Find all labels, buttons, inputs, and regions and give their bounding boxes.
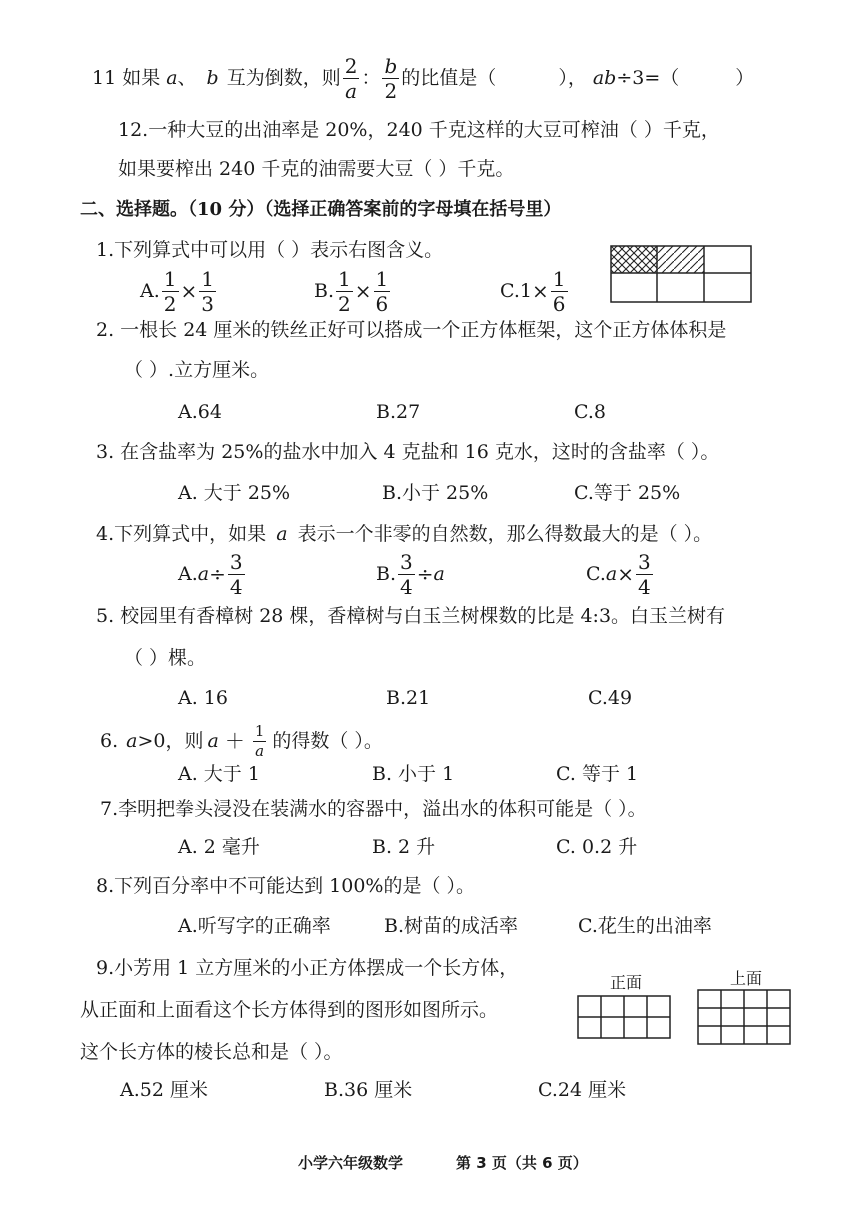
choice-8-option-a[interactable]: A.听写字的正确率 xyxy=(178,915,331,937)
c1-a-d1: 2 xyxy=(163,291,177,316)
q11-fraction-1 xyxy=(343,53,360,103)
q11-frac1-den: a xyxy=(343,78,360,101)
q11-frac2-num: b xyxy=(384,53,398,78)
choice-5-line-1: 5. 校园里有香樟树 28 棵，香樟树与白玉兰树棵数的比是 4:3。白玉兰树有 xyxy=(96,605,726,627)
top-view-grid xyxy=(697,989,791,1045)
choice-9-option-c[interactable]: C.24 厘米 xyxy=(538,1079,627,1101)
c1-b-label: B. xyxy=(314,280,335,302)
section-2-heading: 二、选择题。（10 分）（选择正确答案前的字母填在括号里） xyxy=(80,199,562,220)
c6-frac-d: a xyxy=(253,741,267,759)
grid-cell-hatched xyxy=(657,246,704,273)
c1-c-whole: 1 xyxy=(519,280,532,302)
c4-c-op: × xyxy=(617,562,634,586)
choice-1-stem: 1.下列算式中可以用（ ）表示右图含义。 xyxy=(96,239,444,261)
choice-7-option-c[interactable]: C. 0.2 升 xyxy=(556,836,638,858)
c4-c-label: C. xyxy=(586,563,606,585)
choice-6-option-b[interactable]: B. 小于 1 xyxy=(372,763,455,785)
choice-7-stem: 7.李明把拳头浸没在装满水的容器中，溢出水的体积可能是（ ）。 xyxy=(100,798,647,820)
choice-6-option-a[interactable]: A. 大于 1 xyxy=(178,763,260,785)
top-view-label: 上面 xyxy=(730,969,763,988)
choice-6-option-c[interactable]: C. 等于 1 xyxy=(556,763,639,785)
choice-5-option-c[interactable]: C.49 xyxy=(588,687,633,709)
q11-var-b: b xyxy=(206,67,219,89)
c4-c-var: a xyxy=(605,563,618,585)
question-12-line-2: 如果要榨出 240 千克的油需要大豆（ ）千克。 xyxy=(118,158,515,180)
choice-3-option-b[interactable]: B.小于 25% xyxy=(382,482,489,504)
q11-text-c: 的比值是（ xyxy=(401,67,497,89)
c1-c-n: 1 xyxy=(552,266,566,291)
c6-var: a xyxy=(126,730,138,752)
choice-9-line-1: 9.小芳用 1 立方厘米的小正方体摆成一个长方体， xyxy=(96,957,519,979)
q11-frac1-num: 2 xyxy=(344,53,358,78)
grid-cell-cross-hatched-overlay xyxy=(611,246,657,273)
choice-8-option-c[interactable]: C.花生的出油率 xyxy=(578,915,712,937)
c4-stem-b: 表示一个非零的自然数，那么得数最大的是（ ）。 xyxy=(297,523,713,545)
choice-4-option-a[interactable] xyxy=(178,549,247,599)
c4-a-d: 4 xyxy=(229,574,243,599)
c1-a-label: A. xyxy=(140,280,160,302)
choice-8-option-b[interactable]: B.树苗的成活率 xyxy=(384,915,519,937)
choice-2-option-c[interactable]: C.8 xyxy=(574,401,606,423)
c4-b-label: B. xyxy=(376,563,397,585)
q11-text-e: ÷3=（ xyxy=(616,67,680,89)
choice-9-line-2: 从正面和上面看这个长方体得到的图形如图所示。 xyxy=(80,999,499,1021)
choice-2-option-a[interactable]: A.64 xyxy=(178,401,222,423)
choice-1-option-b[interactable] xyxy=(314,266,392,316)
c1-b-d1: 2 xyxy=(338,291,351,316)
c4-a-op: ÷ xyxy=(209,562,226,586)
choice-1-option-c[interactable] xyxy=(500,266,570,316)
footer-subject: 小学六年级数学 xyxy=(298,1154,404,1172)
q11-text-d: ）， xyxy=(558,67,587,89)
q11-text-a: 如果 xyxy=(122,67,161,89)
q11-number: 11 xyxy=(92,67,117,89)
c4-a-n: 3 xyxy=(229,549,243,574)
c4-stem-a: 4.下列算式中，如果 xyxy=(96,523,267,545)
choice-1-option-a[interactable] xyxy=(140,266,218,316)
c4-b-n: 3 xyxy=(400,549,413,574)
choice-3-option-a[interactable]: A. 大于 25% xyxy=(178,482,291,504)
choice-4-option-c[interactable] xyxy=(586,549,655,599)
c1-a-n2: 1 xyxy=(201,266,214,291)
choice-6-stem xyxy=(100,716,383,766)
choice-5-option-b[interactable]: B.21 xyxy=(386,687,431,709)
c6-tail: 的得数（ ）。 xyxy=(272,730,383,752)
q11-colon: ： xyxy=(361,67,381,89)
question-11 xyxy=(92,53,754,103)
q11-sep: 、 xyxy=(177,67,197,89)
c4-a-label: A. xyxy=(178,563,198,585)
choice-9-option-b[interactable]: B.36 厘米 xyxy=(324,1079,413,1101)
c1-a-n1: 1 xyxy=(163,266,177,291)
c1-b-times: × xyxy=(354,279,372,303)
choice-3-option-c[interactable]: C.等于 25% xyxy=(574,482,681,504)
choice-1-figure-grid xyxy=(610,245,752,303)
question-12-line-1: 12.一种大豆的出油率是 20%，240 千克这样的大豆可榨油（ ）千克， xyxy=(118,119,720,141)
c1-c-label: C. xyxy=(500,280,520,302)
c1-a-times: × xyxy=(180,279,198,303)
choice-4-option-b[interactable] xyxy=(376,549,445,599)
c1-c-d: 6 xyxy=(552,291,566,316)
front-view-label: 正面 xyxy=(610,973,643,992)
choice-9-option-a[interactable]: A.52 厘米 xyxy=(120,1079,208,1101)
q11-fraction-2 xyxy=(382,53,399,103)
choice-3-stem: 3. 在含盐率为 25%的盐水中加入 4 克盐和 16 克水，这时的含盐率（ ）。 xyxy=(96,441,720,463)
c4-c-n: 3 xyxy=(638,549,651,574)
q11-var-a: a xyxy=(166,67,178,89)
choice-7-option-a[interactable]: A. 2 毫升 xyxy=(178,836,260,858)
c4-b-d: 4 xyxy=(400,574,413,599)
choice-7-option-b[interactable]: B. 2 升 xyxy=(372,836,436,858)
footer-page-number: 第 3 页（共 6 页） xyxy=(456,1154,588,1172)
c4-var: a xyxy=(276,523,288,545)
choice-2-option-b[interactable]: B.27 xyxy=(376,401,421,423)
choice-2-line-2: （ ）.立方厘米。 xyxy=(124,359,270,381)
c6-num: 6. xyxy=(100,730,119,752)
q11-frac2-den: 2 xyxy=(382,78,399,101)
choice-2-line-1: 2. 一根长 24 厘米的铁丝正好可以搭成一个正方体框架，这个正方体体积是 xyxy=(96,319,727,341)
front-view-grid xyxy=(577,995,671,1039)
choice-5-line-2: （ ）棵。 xyxy=(124,647,207,669)
q11-text-f: ） xyxy=(735,67,755,89)
c1-b-n1: 1 xyxy=(338,266,351,291)
choice-5-option-a[interactable]: A. 16 xyxy=(178,687,228,709)
choice-4-stem xyxy=(96,522,712,546)
c4-b-op: ÷ xyxy=(416,562,434,586)
c6-var-2: a xyxy=(207,730,219,752)
choice-8-stem: 8.下列百分率中不可能达到 100%的是（ ）。 xyxy=(96,875,476,897)
c1-b-n2: 1 xyxy=(375,266,389,291)
c1-c-times: × xyxy=(532,279,549,303)
c6-cond: >0，则 xyxy=(137,730,204,752)
c6-plus: ＋ xyxy=(224,729,245,753)
c1-a-d2: 3 xyxy=(201,291,214,316)
c4-c-d: 4 xyxy=(638,574,651,599)
q11-text-b: 互为倒数，则 xyxy=(226,67,341,89)
choice-9-line-3: 这个长方体的棱长总和是（ ）。 xyxy=(80,1041,343,1063)
c1-b-d2: 6 xyxy=(375,291,389,316)
c4-b-var: a xyxy=(433,563,445,585)
c6-frac-n: 1 xyxy=(254,721,265,740)
q11-var-ab: ab xyxy=(592,67,617,89)
c4-a-var: a xyxy=(197,563,210,585)
